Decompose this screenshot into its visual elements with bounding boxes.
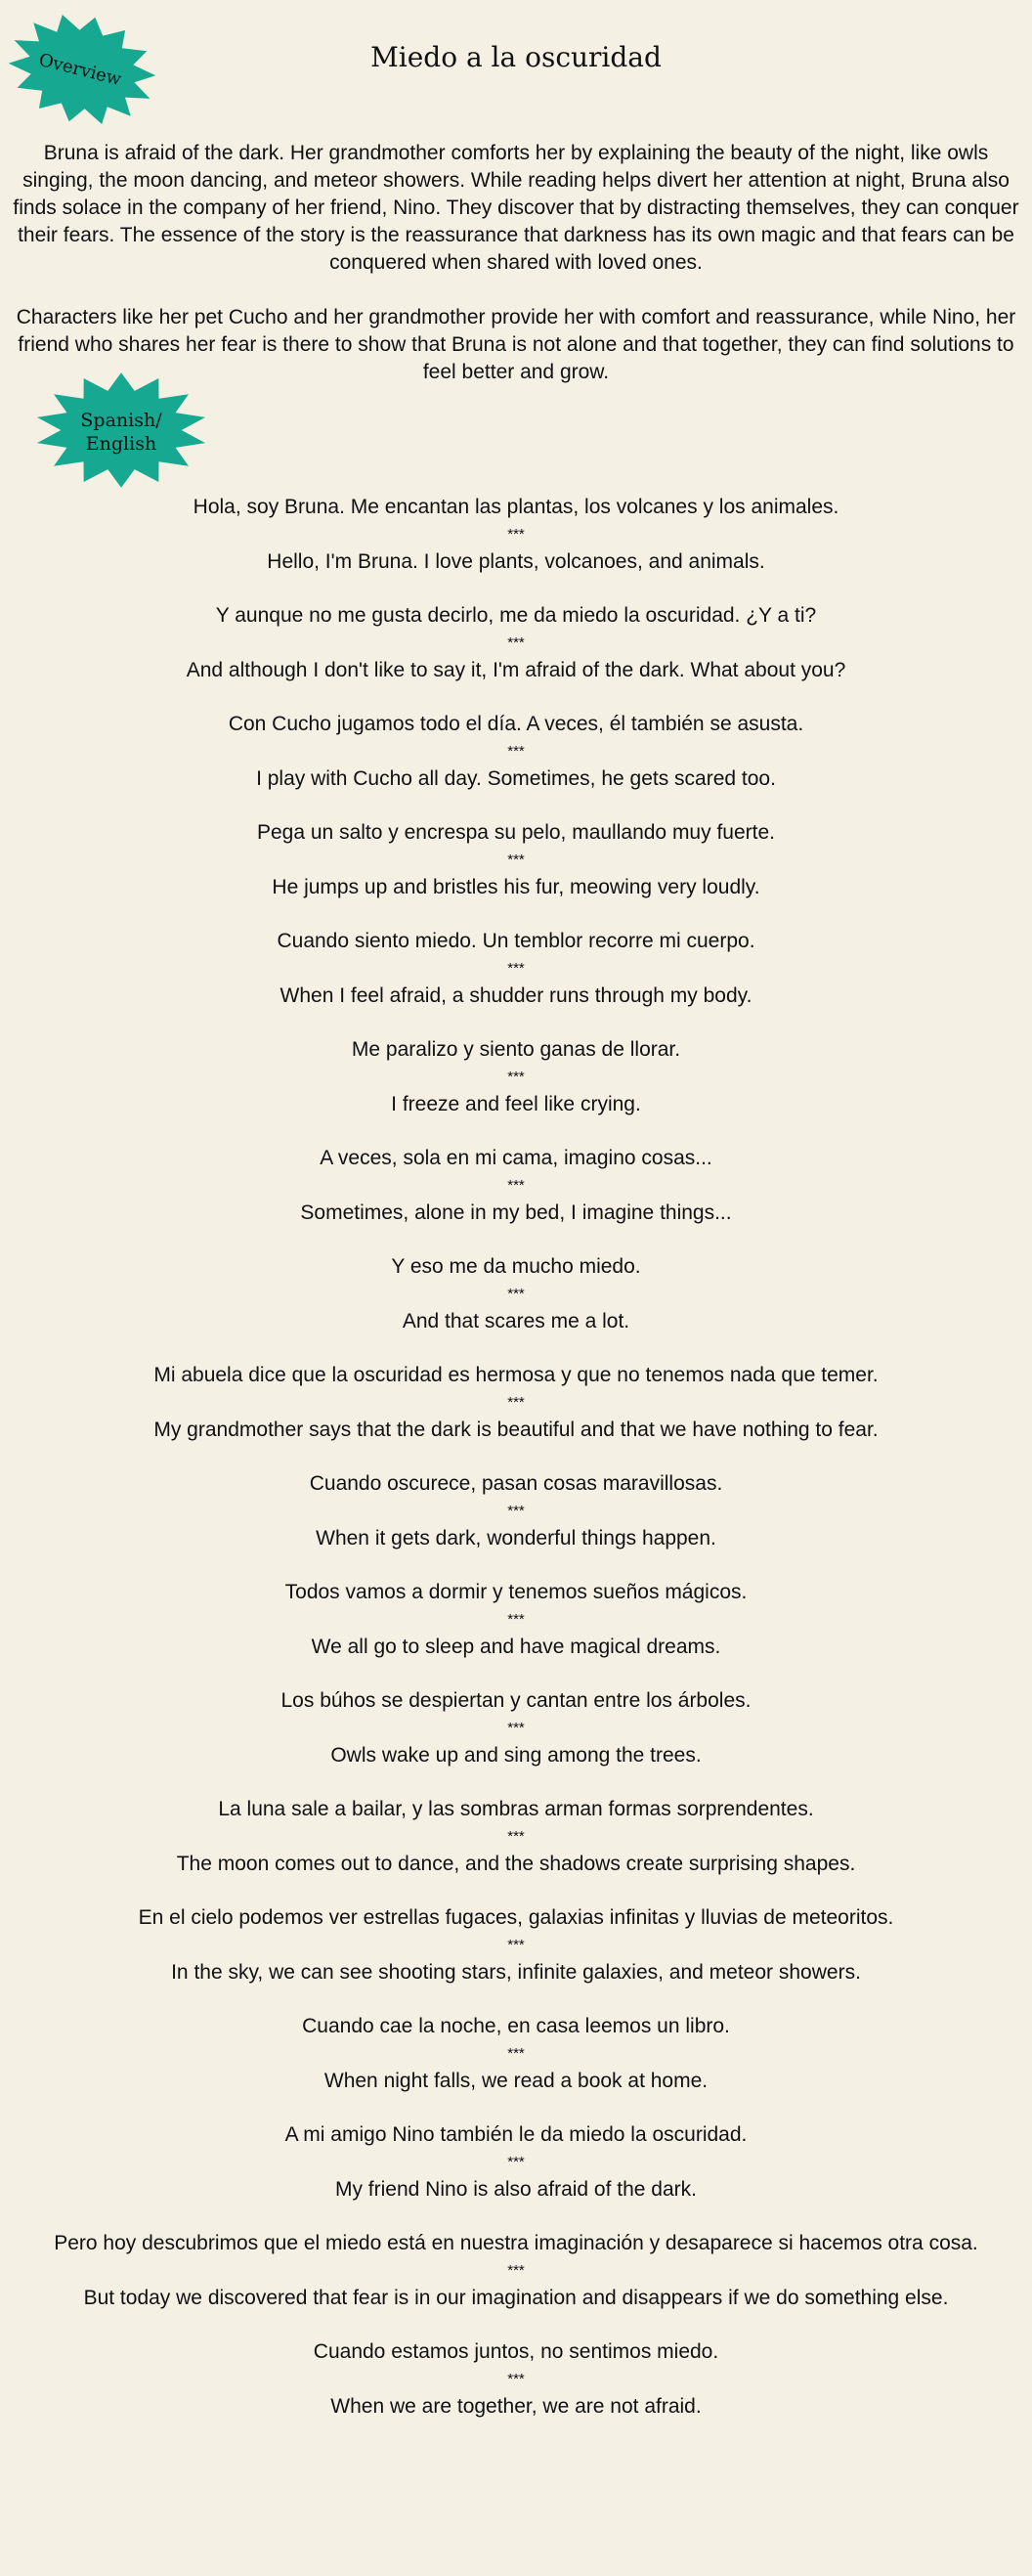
english-line: But today we discovered that fear is in our imagination and disappears if we do something else. bbox=[83, 2287, 949, 2309]
separator-stars: *** bbox=[507, 2262, 525, 2279]
language-badge-label: Spanish/ English bbox=[80, 410, 162, 455]
english-line: We all go to sleep and have magical dreams. bbox=[311, 1636, 721, 1658]
english-line: When we are together, we are not afraid. bbox=[330, 2395, 702, 2418]
english-line: Sometimes, alone in my bed, I imagine things... bbox=[300, 1201, 732, 1224]
text-pair bbox=[0, 494, 1032, 602]
spanish-line: Cuando oscurece, pasan cosas maravillosas. bbox=[309, 1472, 723, 1495]
overview-paragraph: Bruna is afraid of the dark. Her grandmother comforts her by explaining the beauty of the night, like owls singing, the moon dancing, and meteor showers. While reading helps divert her attention at night, Bruna also finds solace in the company of her friend, Nino. They discover that by distracting themselves, they can conquer their fears. The essence of the story is the reassurance that darkness has its own magic and that fears can be conquered when shared with loved ones. bbox=[13, 142, 1019, 274]
english-line: When it gets dark, wonderful things happen. bbox=[316, 1527, 716, 1550]
separator-stars: *** bbox=[507, 634, 525, 651]
separator-stars: *** bbox=[507, 1177, 525, 1194]
spanish-line: Hola, soy Bruna. Me encantan las plantas, los volcanes y los animales. bbox=[193, 496, 839, 518]
spanish-line: La luna sale a bailar, y las sombras arman formas sorprendentes. bbox=[218, 1798, 814, 1820]
text-pair bbox=[0, 1579, 1032, 1687]
overview-paragraph: Characters like her pet Cucho and her grandmother provide her with comfort and reassurance, while Nino, her friend who shares her fear is there to show that Bruna is not alone and that together, they can find solutions to feel better and grow. bbox=[16, 306, 1016, 383]
separator-stars: *** bbox=[507, 1069, 525, 1085]
spanish-line: Y aunque no me gusta decirlo, me da miedo la oscuridad. ¿Y a ti? bbox=[215, 604, 817, 627]
separator-stars: *** bbox=[507, 1937, 525, 1953]
english-line: Owls wake up and sing among the trees. bbox=[330, 1744, 702, 1767]
english-line: The moon comes out to dance, and the shadows create surprising shapes. bbox=[176, 1853, 856, 1875]
text-pair bbox=[0, 2121, 1032, 2230]
spanish-line: A mi amigo Nino también le da miedo la oscuridad. bbox=[284, 2123, 748, 2146]
separator-stars: *** bbox=[507, 1720, 525, 1736]
separator-stars: *** bbox=[507, 526, 525, 543]
text-pair bbox=[0, 1796, 1032, 1904]
separator-stars: *** bbox=[507, 1503, 525, 1519]
separator-stars: *** bbox=[507, 851, 525, 868]
english-line: In the sky, we can see shooting stars, infinite galaxies, and meteor showers. bbox=[171, 1961, 861, 1984]
overview-badge-label: Overview bbox=[36, 49, 124, 90]
text-pair bbox=[0, 711, 1032, 819]
spanish-line: Mi abuela dice que la oscuridad es hermosa y que no tenemos nada que temer. bbox=[153, 1364, 879, 1386]
text-pair bbox=[0, 819, 1032, 928]
bilingual-text-list bbox=[0, 494, 1032, 2447]
text-pair bbox=[0, 602, 1032, 711]
separator-stars: *** bbox=[507, 2045, 525, 2062]
separator-stars: *** bbox=[507, 960, 525, 977]
english-line: And that scares me a lot. bbox=[402, 1310, 630, 1332]
separator-stars: *** bbox=[507, 1828, 525, 1845]
spanish-line: Los búhos se despiertan y cantan entre los árboles. bbox=[280, 1689, 752, 1712]
spanish-line: Cuando cae la noche, en casa leemos un libro. bbox=[302, 2015, 730, 2037]
english-line: I play with Cucho all day. Sometimes, he gets scared too. bbox=[256, 767, 776, 790]
english-line: He jumps up and bristles his fur, meowing very loudly. bbox=[272, 876, 760, 898]
spanish-line: Cuando siento miedo. Un temblor recorre mi cuerpo. bbox=[277, 930, 755, 952]
spanish-line: A veces, sola en mi cama, imagino cosas... bbox=[320, 1147, 712, 1169]
spanish-line: Todos vamos a dormir y tenemos sueños mágicos. bbox=[284, 1581, 748, 1603]
english-line: My friend Nino is also afraid of the dark. bbox=[334, 2178, 697, 2201]
page-title: Miedo a la oscuridad bbox=[370, 41, 662, 73]
english-line: And although I don't like to say it, I'm afraid of the dark. What about you? bbox=[186, 659, 846, 681]
separator-stars: *** bbox=[507, 1286, 525, 1302]
text-pair bbox=[0, 1253, 1032, 1362]
separator-stars: *** bbox=[507, 2371, 525, 2387]
spanish-line: Pega un salto y encrespa su pelo, maullando muy fuerte. bbox=[257, 821, 775, 844]
spanish-line: En el cielo podemos ver estrellas fugaces, galaxias infinitas y lluvias de meteoritos. bbox=[138, 1906, 894, 1929]
text-pair bbox=[0, 2338, 1032, 2447]
text-pair bbox=[0, 1687, 1032, 1796]
english-line: When I feel afraid, a shudder runs through my body. bbox=[280, 984, 752, 1007]
text-pair bbox=[0, 928, 1032, 1036]
text-pair bbox=[0, 1036, 1032, 1145]
text-pair bbox=[0, 1362, 1032, 1470]
english-line: When night falls, we read a book at home. bbox=[323, 2070, 709, 2092]
separator-stars: *** bbox=[507, 1394, 525, 1411]
text-pair bbox=[0, 1904, 1032, 2013]
text-pair bbox=[0, 1145, 1032, 1253]
spanish-line: Me paralizo y siento ganas de llorar. bbox=[351, 1038, 681, 1061]
english-line: Hello, I'm Bruna. I love plants, volcanoes, and animals. bbox=[267, 550, 765, 573]
separator-stars: *** bbox=[507, 1611, 525, 1628]
spanish-line: Pero hoy descubrimos que el miedo está en nuestra imaginación y desaparece si hacemos otra cosa. bbox=[54, 2232, 978, 2254]
english-line: My grandmother says that the dark is beautiful and that we have nothing to fear. bbox=[153, 1419, 879, 1441]
english-line: I freeze and feel like crying. bbox=[391, 1093, 641, 1115]
text-pair bbox=[0, 1470, 1032, 1579]
separator-stars: *** bbox=[507, 743, 525, 760]
text-pair bbox=[0, 2230, 1032, 2338]
spanish-line: Y eso me da mucho miedo. bbox=[391, 1255, 641, 1278]
spanish-line: Con Cucho jugamos todo el día. A veces, él también se asusta. bbox=[228, 713, 804, 735]
overview-section bbox=[8, 140, 1024, 414]
text-pair bbox=[0, 2013, 1032, 2121]
spanish-line: Cuando estamos juntos, no sentimos miedo. bbox=[313, 2340, 719, 2363]
separator-stars: *** bbox=[507, 2154, 525, 2170]
